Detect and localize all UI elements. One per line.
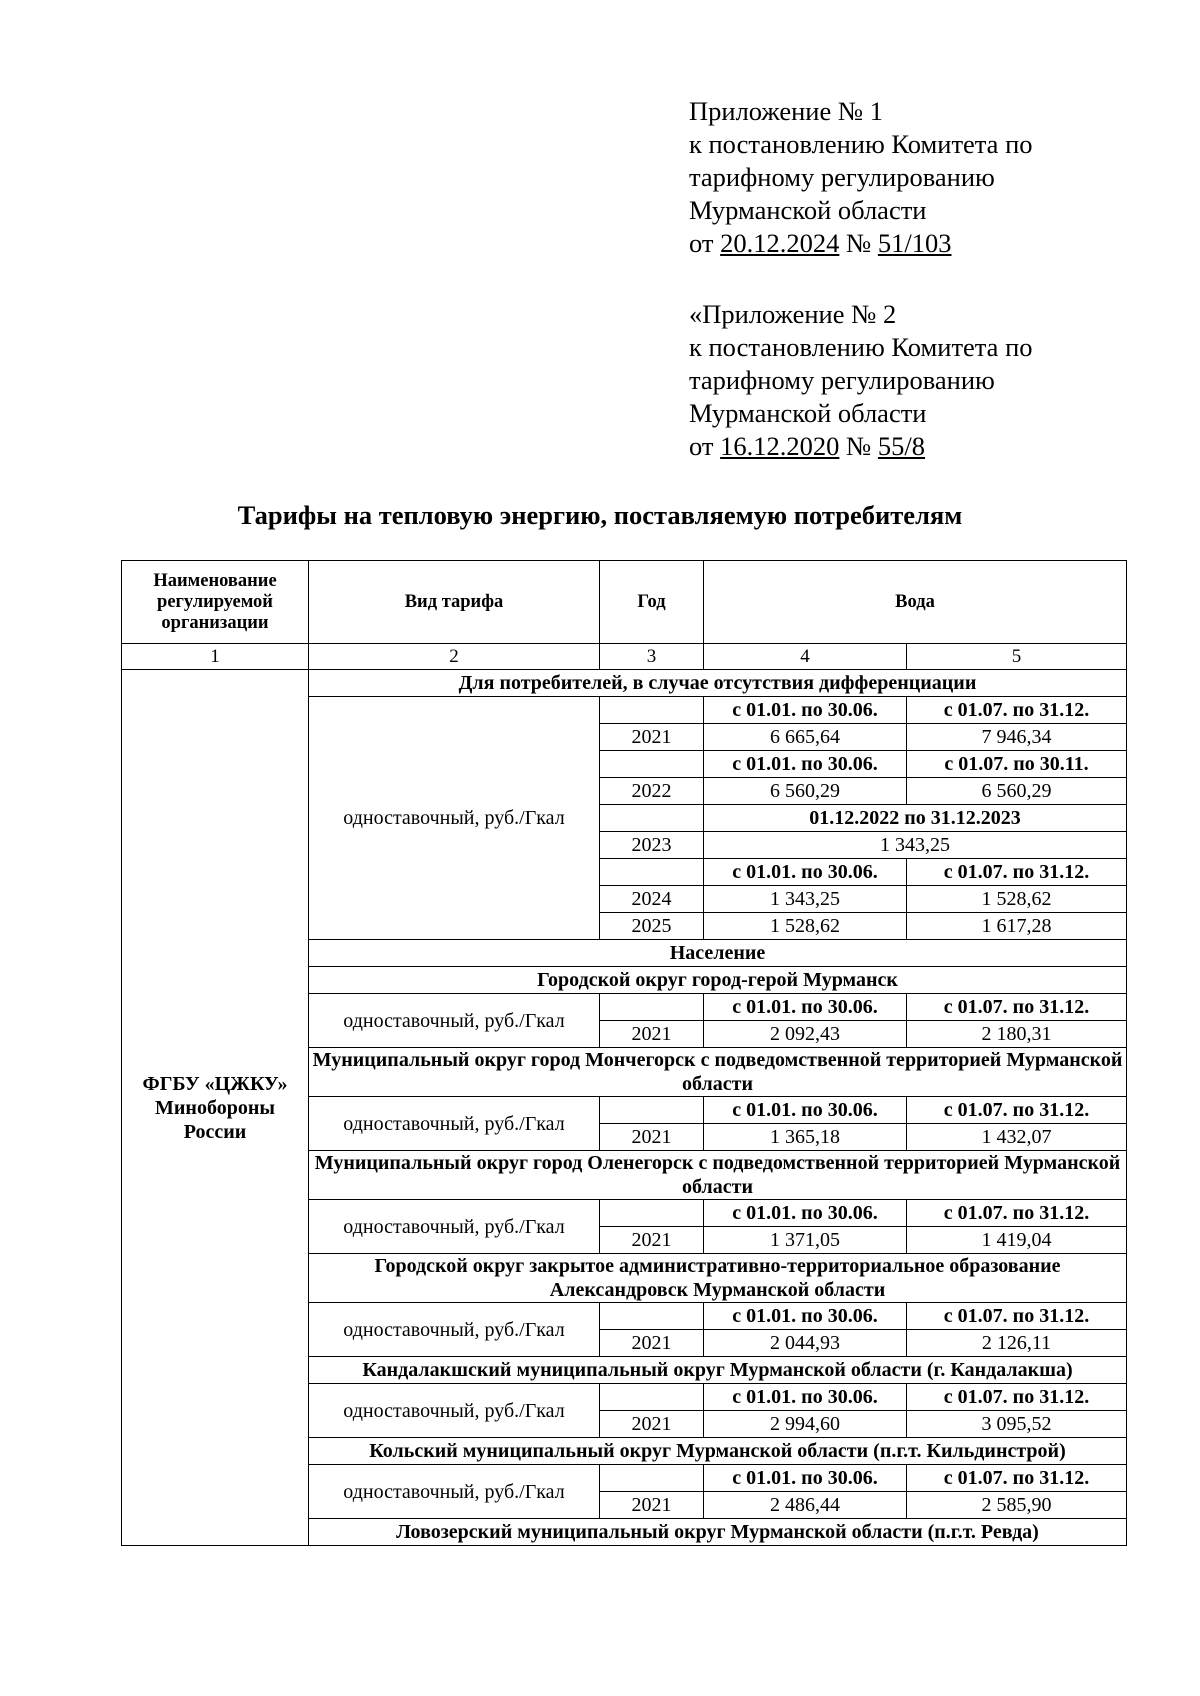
tariff-kind: одноставочный, руб./Гкал — [309, 1200, 600, 1254]
column-number-row — [122, 644, 1127, 670]
annex-2-line: тарифному регулированию — [689, 365, 995, 395]
annex-1-date: 20.12.2024 — [720, 228, 840, 258]
number-prefix: № — [839, 228, 878, 258]
annex-1-line: к постановлению Комитета по — [689, 129, 1033, 159]
period-h2: с 01.07. по 31.12. — [907, 859, 1127, 886]
period-2023: 01.12.2022 по 31.12.2023 — [704, 805, 1127, 832]
annex-1-line: Мурманской области — [689, 195, 927, 225]
year-cell-empty — [600, 1303, 704, 1330]
period-h2: с 01.07. по 31.12. — [907, 1384, 1127, 1411]
number-prefix: № — [839, 431, 878, 461]
tariff-kind: одноставочный, руб./Гкал — [309, 1097, 600, 1151]
year-cell: 2024 — [600, 886, 704, 913]
tariff-table — [121, 560, 1127, 1546]
value-cell: 1 343,25 — [704, 832, 1127, 859]
population-title: Население — [309, 940, 1127, 967]
annex-2-date: 16.12.2020 — [720, 431, 840, 461]
value-cell: 2 994,60 — [704, 1411, 907, 1438]
value-cell: 7 946,34 — [907, 724, 1127, 751]
col-number: 2 — [309, 644, 600, 670]
year-cell-empty — [600, 1465, 704, 1492]
period-h2-2022: с 01.07. по 30.11. — [907, 751, 1127, 778]
annex-1-date-line — [689, 227, 1159, 260]
annex-2-date-line — [689, 430, 1159, 463]
period-h2: с 01.07. по 31.12. — [907, 994, 1127, 1021]
region-title: Кольский муниципальный округ Мурманской области (п.г.т. Кильдинстрой) — [309, 1438, 1127, 1465]
annex-1-block — [689, 95, 1159, 260]
value-cell: 1 419,04 — [907, 1227, 1127, 1254]
value-cell: 1 528,62 — [907, 886, 1127, 913]
period-h2: с 01.07. по 31.12. — [907, 697, 1127, 724]
col-number: 4 — [704, 644, 907, 670]
period-h1: с 01.01. по 30.06. — [704, 697, 907, 724]
annex-1-line: Приложение № 1 — [689, 96, 884, 126]
value-cell: 1 528,62 — [704, 913, 907, 940]
annex-1-number: 51/103 — [877, 228, 952, 258]
region-title: Городской округ закрытое административно-территориальное образование Александровск Мурманской области — [309, 1254, 1127, 1303]
section-title: Для потребителей, в случае отсутствия дифференциации — [309, 670, 1127, 697]
table-row — [122, 670, 1127, 697]
organization-line: Минобороны — [155, 1096, 275, 1119]
value-cell: 6 560,29 — [907, 778, 1127, 805]
value-cell: 3 095,52 — [907, 1411, 1127, 1438]
annex-2-line: Мурманской области — [689, 398, 927, 428]
year-cell: 2021 — [600, 1330, 704, 1357]
year-cell: 2021 — [600, 1411, 704, 1438]
tariff-kind: одноставочный, руб./Гкал — [309, 1303, 600, 1357]
year-cell: 2021 — [600, 1227, 704, 1254]
year-cell: 2021 — [600, 1021, 704, 1048]
period-h1: с 01.01. по 30.06. — [704, 1097, 907, 1124]
year-cell-empty — [600, 751, 704, 778]
annex-1-line: тарифному регулированию — [689, 162, 995, 192]
region-title: Ловозерский муниципальный округ Мурманской области (п.г.т. Ревда) — [309, 1519, 1127, 1546]
value-cell: 2 585,90 — [907, 1492, 1127, 1519]
period-h2: с 01.07. по 31.12. — [907, 1465, 1127, 1492]
year-cell: 2023 — [600, 832, 704, 859]
annex-2-line: «Приложение № 2 — [689, 299, 897, 329]
value-cell: 6 560,29 — [704, 778, 907, 805]
year-cell: 2021 — [600, 1492, 704, 1519]
year-cell: 2022 — [600, 778, 704, 805]
year-cell: 2025 — [600, 913, 704, 940]
value-cell: 2 126,11 — [907, 1330, 1127, 1357]
header-kind: Вид тарифа — [309, 561, 600, 644]
date-prefix: от — [689, 228, 721, 258]
annex-2-block — [689, 298, 1159, 463]
period-h1: с 01.01. по 30.06. — [704, 1465, 907, 1492]
organization-line: России — [183, 1120, 247, 1143]
year-cell-empty — [600, 1200, 704, 1227]
value-cell: 2 092,43 — [704, 1021, 907, 1048]
region-title: Кандалакшский муниципальный округ Мурманской области (г. Кандалакша) — [309, 1357, 1127, 1384]
value-cell: 1 432,07 — [907, 1124, 1127, 1151]
annex-2-number: 55/8 — [877, 431, 926, 461]
col-number: 5 — [907, 644, 1127, 670]
year-cell: 2021 — [600, 724, 704, 751]
period-h2: с 01.07. по 31.12. — [907, 1303, 1127, 1330]
header-year: Год — [600, 561, 704, 644]
value-cell: 2 486,44 — [704, 1492, 907, 1519]
value-cell: 1 617,28 — [907, 913, 1127, 940]
document-title: Тарифы на тепловую энергию, поставляемую потребителям — [237, 500, 963, 530]
year-cell-empty — [600, 859, 704, 886]
value-cell: 2 044,93 — [704, 1330, 907, 1357]
header-water: Вода — [704, 561, 1127, 644]
value-cell: 2 180,31 — [907, 1021, 1127, 1048]
region-title: Городской округ город-герой Мурманск — [309, 967, 1127, 994]
year-cell-empty — [600, 1384, 704, 1411]
value-cell: 1 365,18 — [704, 1124, 907, 1151]
value-cell: 1 343,25 — [704, 886, 907, 913]
header-row — [122, 561, 1127, 644]
period-h1: с 01.01. по 30.06. — [704, 1384, 907, 1411]
date-prefix: от — [689, 431, 721, 461]
tariff-kind: одноставочный, руб./Гкал — [309, 994, 600, 1048]
period-h1: с 01.01. по 30.06. — [704, 751, 907, 778]
year-cell-empty — [600, 1097, 704, 1124]
organization-line: ФГБУ «ЦЖКУ» — [142, 1072, 288, 1095]
value-cell: 6 665,64 — [704, 724, 907, 751]
period-h2: с 01.07. по 31.12. — [907, 1200, 1127, 1227]
region-title: Муниципальный округ город Оленегорск с подведомственной территорией Мурманской области — [309, 1151, 1127, 1200]
period-h2: с 01.07. по 31.12. — [907, 1097, 1127, 1124]
organization-cell — [122, 670, 309, 1546]
col-number: 3 — [600, 644, 704, 670]
period-h1: с 01.01. по 30.06. — [704, 1200, 907, 1227]
period-h1: с 01.01. по 30.06. — [704, 994, 907, 1021]
year-cell-empty — [600, 697, 704, 724]
period-h1: с 01.01. по 30.06. — [704, 1303, 907, 1330]
tariff-kind: одноставочный, руб./Гкал — [309, 1465, 600, 1519]
tariff-kind: одноставочный, руб./Гкал — [309, 1384, 600, 1438]
tariff-kind: одноставочный, руб./Гкал — [309, 697, 600, 940]
header-org: Наименование регулируемой организации — [122, 561, 309, 644]
region-title: Муниципальный округ город Мончегорск с подведомственной территорией Мурманской области — [309, 1048, 1127, 1097]
year-cell-empty — [600, 805, 704, 832]
value-cell: 1 371,05 — [704, 1227, 907, 1254]
year-cell-empty — [600, 994, 704, 1021]
period-h1: с 01.01. по 30.06. — [704, 859, 907, 886]
col-number: 1 — [122, 644, 309, 670]
annex-2-line: к постановлению Комитета по — [689, 332, 1033, 362]
year-cell: 2021 — [600, 1124, 704, 1151]
